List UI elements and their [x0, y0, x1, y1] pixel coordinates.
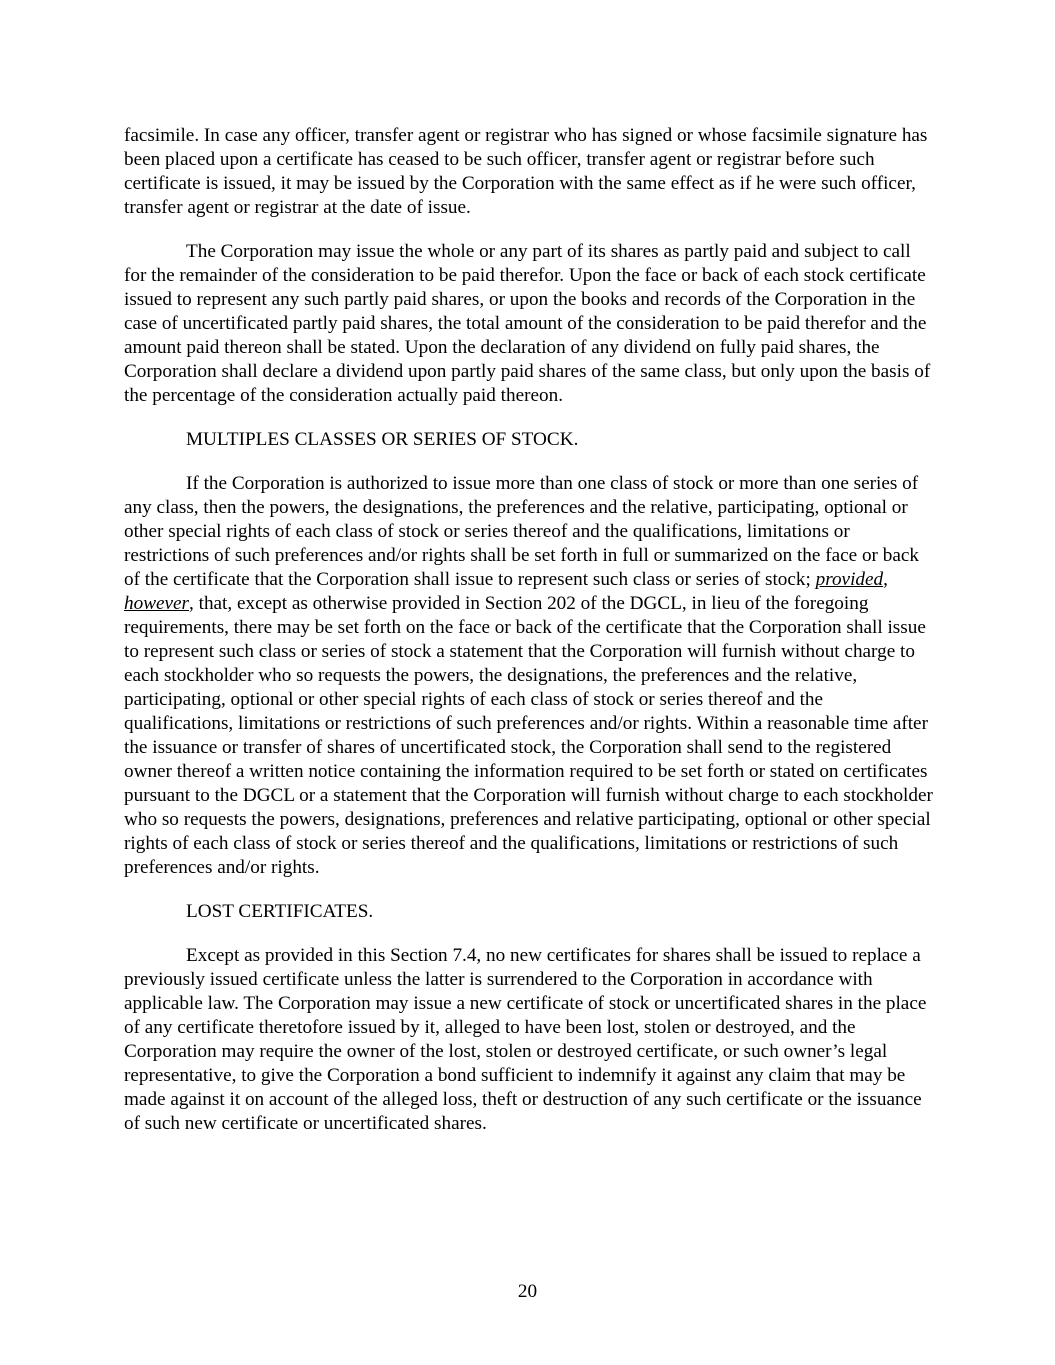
paragraph-multiple-classes-text-1: If the Corporation is authorized to issue more than one class of stock or more than one series of any class, then the powers, the designations, the preferences and the relative, participating, optional or other special rights of each class of stock or series thereof and the qualifications, limitations or restrictions of such preferences and/or rights shall be set forth in full or summarized on the face or back of the certificate that the Corporation shall issue to represent such class or series of stock; [124, 473, 919, 590]
however-emphasis: however [124, 593, 190, 614]
paragraph-partly-paid-shares: The Corporation may issue the whole or any part of its shares as partly paid and subject to call for the remainder of the consideration to be paid therefor. Upon the face or back of each stock certificate issued to represent any such partly paid shares, or upon the books and records of the Corporation in the case of uncertificated partly paid shares, the total amount of the consideration to be paid therefor and the amount paid thereon shall be stated. Upon the declaration of any dividend on fully paid shares, the Corporation shall declare a dividend upon partly paid shares of the same class, but only upon the basis of the percentage of the consideration actually paid thereon. [124, 241, 931, 406]
heading-lost-certificates: LOST CERTIFICATES. [186, 901, 374, 922]
page-number: 20 [517, 1281, 538, 1302]
paragraph-lost-certificates: Except as provided in this Section 7.4, no new certificates for shares shall be issued to replace a previously issued certificate unless the latter is surrendered to the Corporation in accordance with applicable law. The Corporation may issue a new certificate of stock or uncertificated shares in the place of any certificate theretofore issued by it, alleged to have been lost, stolen or destroyed, and the Corporation may require the owner of the lost, stolen or destroyed certificate, or such owner’s legal representative, to give the Corporation a bond sufficient to indemnify it against any claim that may be made against it on account of the alleged loss, theft or destruction of any such certificate or the issuance of such new certificate or uncertificated shares. [124, 945, 927, 1134]
heading-multiple-classes: MULTIPLES CLASSES OR SERIES OF STOCK. [186, 429, 579, 450]
paragraph-multiple-classes [124, 472, 936, 880]
paragraph-multiple-classes-text-2: , that, except as otherwise provided in Section 202 of the DGCL, in lieu of the foregoing requirements, there may be set forth on the face or back of the certificate that the Corporation shall issue to represent such class or series of stock a statement that the Corporation will furnish without charge to each stockholder who so requests the powers, the designations, the preferences and the relative, participating, optional or other special rights of each class of stock or series thereof and the qualifications, limitations or restrictions of such preferences and/or rights. Within a reasonable time after the issuance or transfer of shares of uncertificated stock, the Corporation shall send to the registered owner thereof a written notice containing the information required to be set forth or stated on certificates pursuant to the DGCL or a statement that the Corporation will furnish without charge to each stockholder who so requests the powers, designations, preferences and relative participating, optional or other special rights of each class of stock or series thereof and the qualifications, limitations or restrictions of such preferences and/or rights. [124, 593, 933, 878]
document-body [124, 124, 936, 1156]
provided-emphasis: provided [815, 569, 884, 590]
paragraph-facsimile-continuation: facsimile. In case any officer, transfer agent or registrar who has signed or whose facsimile signature has been placed upon a certificate has ceased to be such officer, transfer agent or registrar before such certificate is issued, it may be issued by the Corporation with the same effect as if he were such officer, transfer agent or registrar at the date of issue. [124, 125, 928, 218]
comma-separator: , [883, 569, 888, 590]
